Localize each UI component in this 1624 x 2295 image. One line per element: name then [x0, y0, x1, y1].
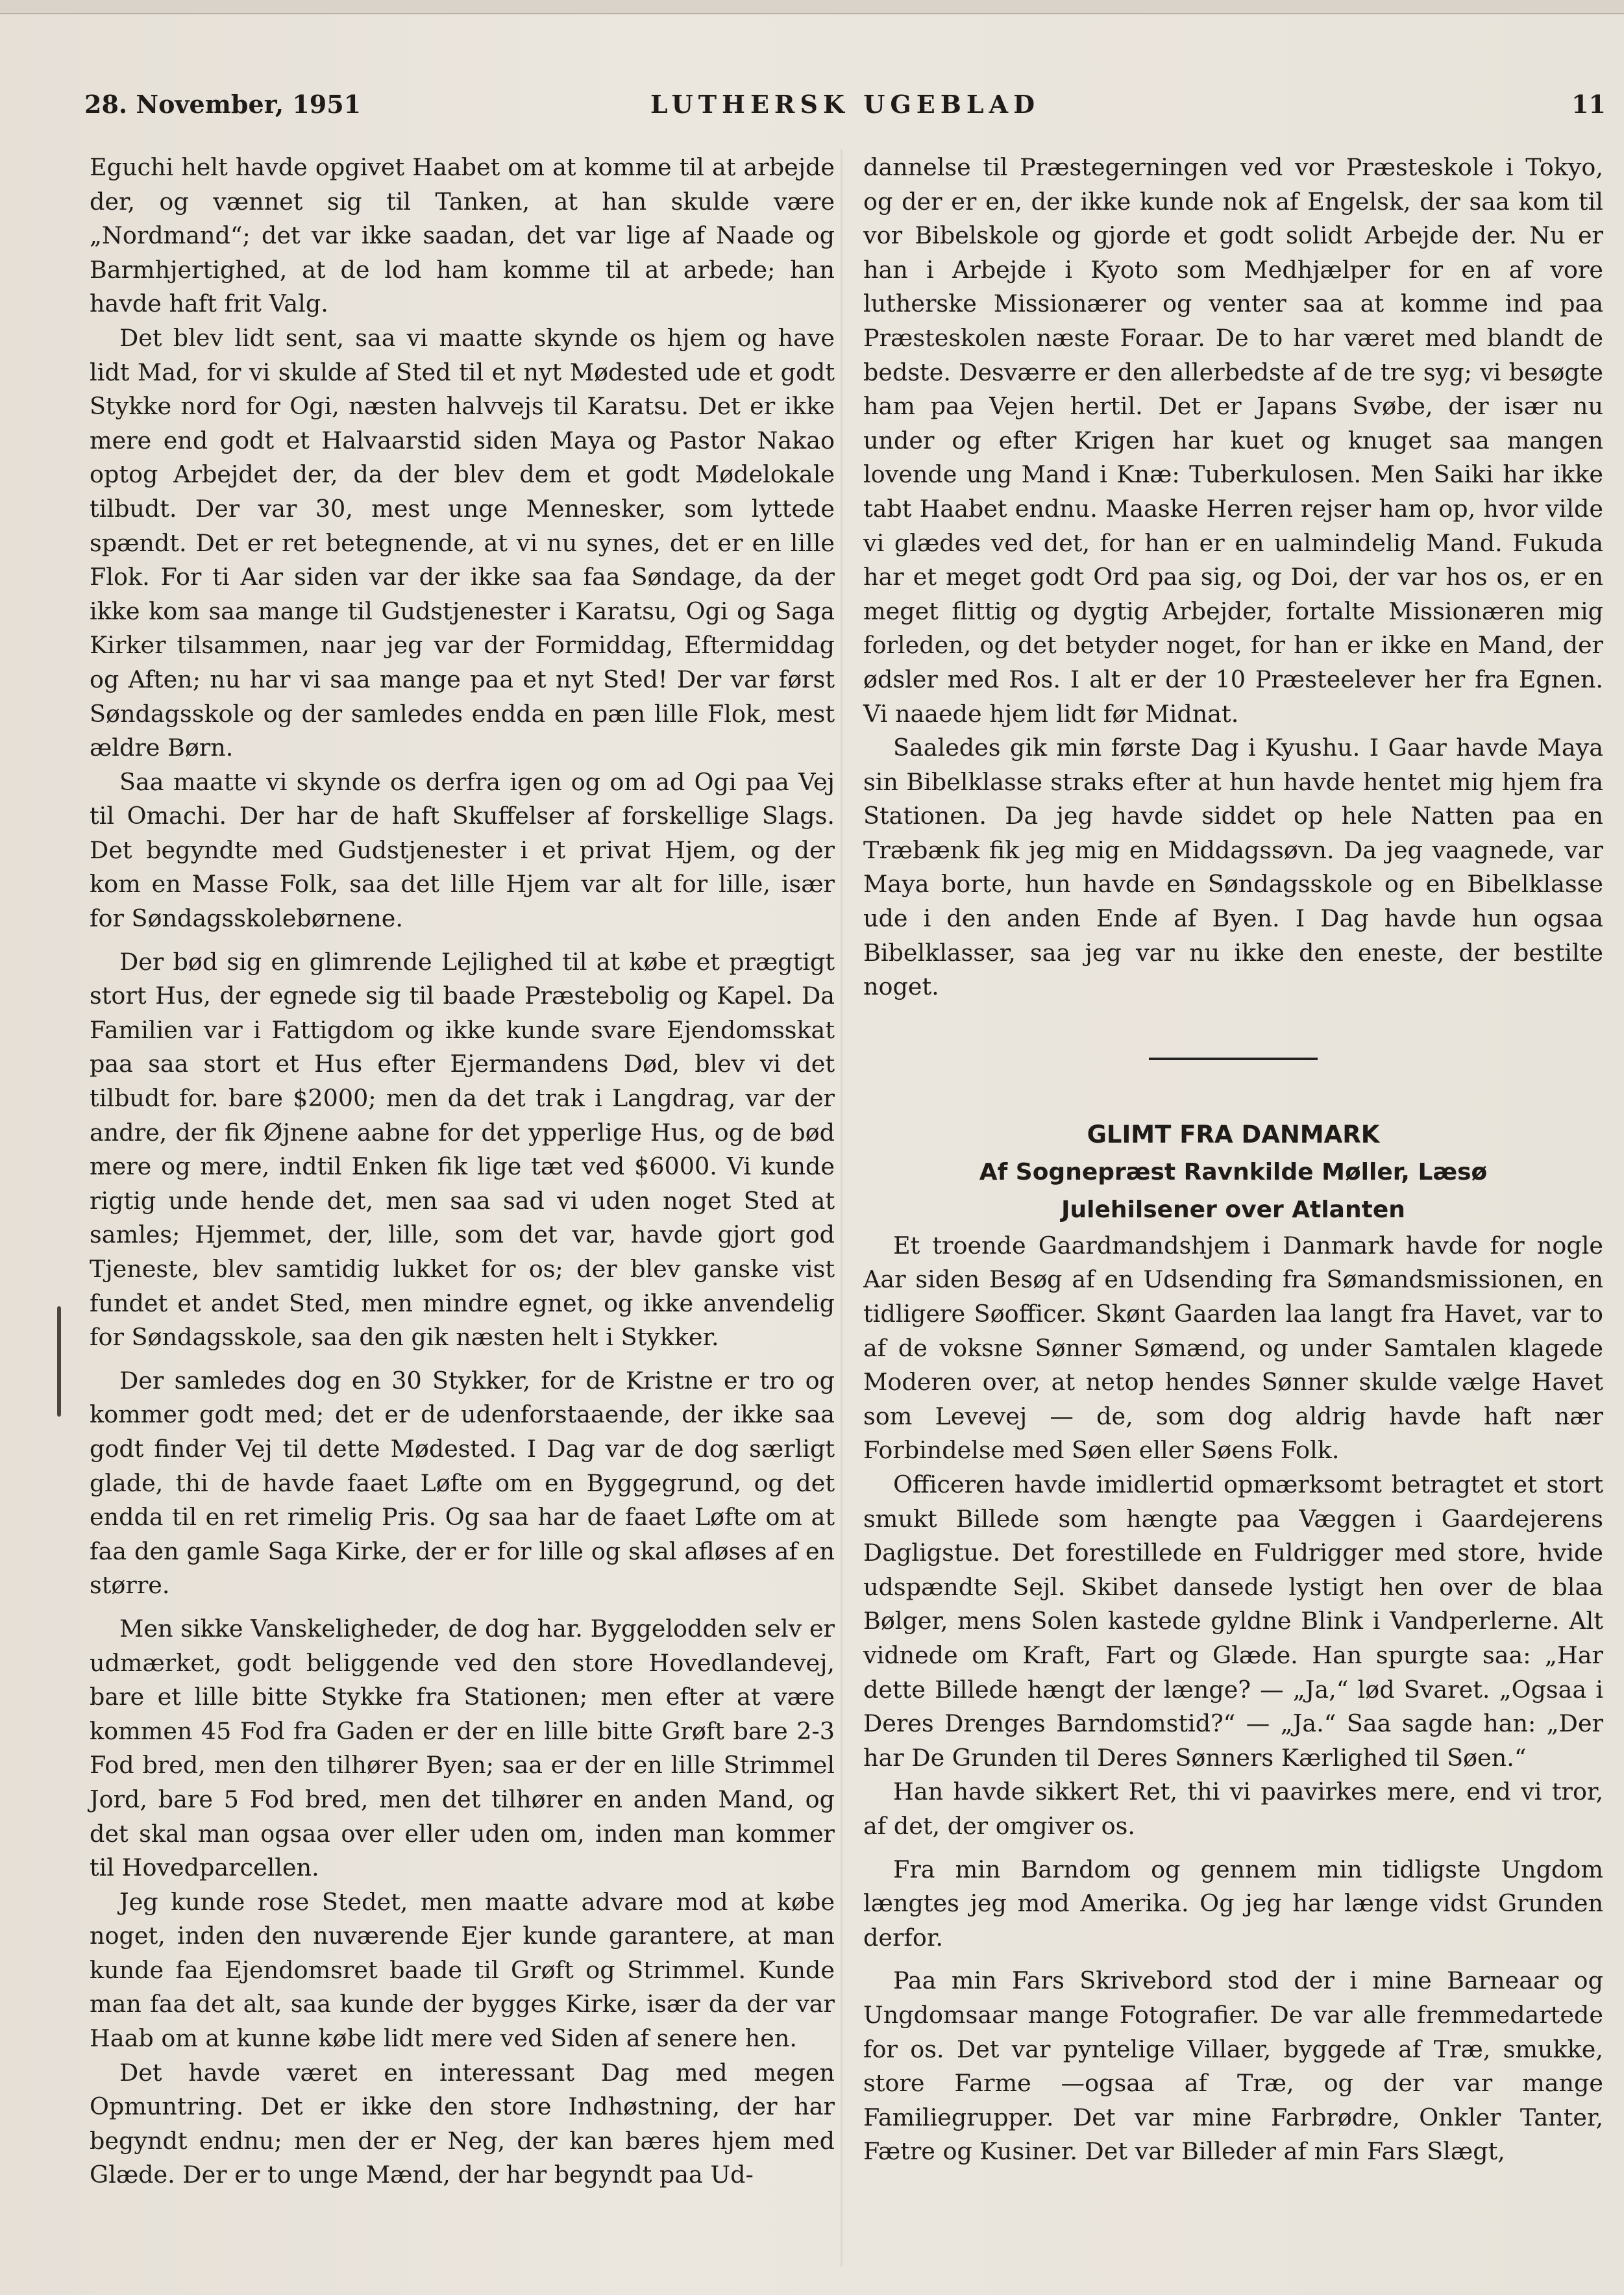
- masthead: LUTHERSK UGEBLAD: [650, 90, 1040, 119]
- paragraph: Eguchi helt havde opgivet Haabet om at komme til at arbejde der, og vænnet sig til Tanken, at han skulde være „Nordmand“; det var ikke saadan, det var lige af Naade og Barmhjertighed, at de lod ham komme til at arbede; han havde haft frit Valg.: [90, 153, 835, 318]
- paragraph: Men sikke Vanskeligheder, de dog har. Byggelodden selv er udmærket, godt beliggende ved den store Hovedlandevej, bare et lille bitte Stykke fra Stationen; men efter at være kommen 45 Fod fra Gaden er der en lille bitte Grøft bare 2-3 Fod bred, men den tilhører Byen; saa er der en lille Strimmel Jord, bare 5 Fod bred, men det tilhører en anden Mand, og det skal man ogsaa over eller uden om, inden man kommer til Hovedparcellen.: [90, 1614, 835, 1882]
- paragraph: Et troende Gaardmandshjem i Danmark havde for nogle Aar siden Besøg af en Udsending fra Sømandsmissionen, en tidligere Søofficer. Skønt Gaarden laa langt fra Havet, var to af de voksne Sønner Sømænd, og under Samtalen klagede Moderen over, at netop hendes Sønner skulde vælge Havet som Levevej — de, som dog aldrig havde haft nær Forbindelse med Søen eller Søens Folk.: [863, 1231, 1603, 1465]
- right-column: [863, 151, 1603, 2169]
- binding-mark: [57, 1306, 61, 1417]
- paragraph: Det havde været en interessant Dag med megen Opmuntring. Det er ikke den store Indhøstning, der har begyndt endnu; men der er Neg, der kan bæres hjem med Glæde. Der er to unge Mænd, der har begyndt paa Ud-: [90, 2058, 835, 2189]
- paragraph: Saaledes gik min første Dag i Kyushu. I Gaar havde Maya sin Bibelklasse straks efter at hun havde hentet mig hjem fra Stationen. Da jeg havde siddet op hele Natten paa en Træbænk fik jeg mig en Middagssøvn. Da jeg vaagnede, var Maya borte, hun havde en Søndagsskole og en Bibelklasse ude i den anden Ende af Byen. I Dag havde hun ogsaa Bibelklasser, saa jeg var nu ikke den eneste, der bestilte noget.: [863, 734, 1603, 1001]
- page-number: 11: [1571, 90, 1606, 119]
- paragraph: Han havde sikkert Ret, thi vi paavirkes mere, end vi tror, af det, der omgiver os.: [863, 1778, 1603, 1840]
- issue-date: 28. November, 1951: [84, 90, 362, 119]
- paragraph: Officeren havde imidlertid opmærksomt betragtet et stort smukt Billede som hængte paa Væggen i Gaardejerens Dagligstue. Det forestillede en Fuldrigger med store, hvide udspændte Sejl. Skibet dansede lystigt hen over de blaa Bølger, mens Solen kastede gyldne Blink i Vandperlerne. Alt vidnede om Kraft, Fart og Glæde. Han spurgte saa: „Har dette Billede hængt der længe? — „Ja,“ lød Svaret. „Ogsaa i Deres Drenges Barndomstid?“ — „Ja.“ Saa sagde han: „Der har De Grunden til Deres Sønners Kærlighed til Søen.“: [863, 1470, 1603, 1772]
- paragraph: Det blev lidt sent, saa vi maatte skynde os hjem og have lidt Mad, for vi skulde af Sted til et nyt Mødested ude et godt Stykke nord for Ogi, næsten halvvejs til Karatsu. Det er ikke mere end godt et Halvaarstid siden Maya og Pastor Nakao optog Arbejdet der, da der blev dem et godt Mødelokale tilbudt. Der var 30, mest unge Mennesker, som lyttede spændt. Det er ret betegnende, at vi nu synes, det er en lille Flok. For ti Aar siden var der ikke saa faa Søndage, da der ikke kom saa mange til Gudstjenester i Karatsu, Ogi og Saga Kirker tilsammen, naar jeg var der Formiddag, Eftermiddag og Aften; nu har vi saa mange paa et nyt Sted! Der var først Søndagsskole og der samledes endda en pæn lille Flok, mest ældre Børn.: [90, 323, 835, 762]
- section-divider: [1149, 1058, 1318, 1060]
- section-byline: Af Sognepræst Ravnkilde Møller, Læsø: [979, 1158, 1488, 1185]
- paragraph: Fra min Barndom og gennem min tidligste Ungdom længtes jeg mod Amerika. Og jeg har længe vidst Grunden derfor.: [863, 1855, 1603, 1952]
- page-top-edge: [0, 0, 1624, 14]
- paragraph: Saa maatte vi skynde os derfra igen og om ad Ogi paa Vej til Omachi. Der har de haft Skuffelser af forskellige Slags. Det begyndte med Gudstjenester i et privat Hjem, og der kom en Masse Folk, saa det lille Hjem var alt for lille, især for Søndagsskolebørnene.: [90, 767, 835, 933]
- paragraph: Jeg kunde rose Stedet, men maatte advare mod at købe noget, inden den nuværende Ejer kunde garantere, at man kunde faa Ejendomsret baade til Grøft og Strimmel. Kunde man faa det alt, saa kunde der bygges Kirke, især da der var Haab om at kunne købe lidt mere ved Siden af senere hen.: [90, 1887, 835, 2053]
- paragraph: Der bød sig en glimrende Lejlighed til at købe et prægtigt stort Hus, der egnede sig til baade Præstebolig og Kapel. Da Familien var i Fattigdom og ikke kunde svare Ejendomsskat paa saa stort et Hus efter Ejermandens Død, blev vi det tilbudt for. bare $2000; men da det trak i Langdrag, var der andre, der fik Øjnene aabne for det ypperlige Hus, og de bød mere og mere, indtil Enken fik lige tæt ved $6000. Vi kunde rigtig unde hende det, men saa sad vi uden noget Sted at samles; Hjemmet, der, lille, som det var, havde gjort god Tjeneste, blev samtidig lukket for os; der blev ganske vist fundet et andet Sted, men mindre egnet, og ikke anvendelig for Søndagsskole, saa den gik næsten helt i Stykker.: [90, 947, 835, 1352]
- paragraph: Paa min Fars Skrivebord stod der i mine Barneaar og Ungdomsaar mange Fotografier. De var alle fremmedartede for os. Det var pyntelige Villaer, byggede af Træ, smukke, store Farme —ogsaa af Træ, og der var mange Familiegrupper. Det var mine Farbrødre, Onkler Tanter, Fætre og Kusiner. Det var Billeder af min Fars Slægt,: [863, 1966, 1603, 2166]
- section-subtitle: Julehilsener over Atlanten: [1061, 1196, 1405, 1223]
- paragraph: dannelse til Præstegerningen ved vor Præsteskole i Tokyo, og der er en, der ikke kunde nok af Engelsk, der saa kom til vor Bibelskole og gjorde et godt solidt Arbejde der. Nu er han i Arbejde i Kyoto som Medhjælper for en af vore lutherske Missionærer og venter saa at komme ind paa Præsteskolen næste Foraar. De to har været med blandt de bedste. Desværre er den allerbedste af de tre syg; vi besøgte ham paa Vejen hertil. Det er Japans Svøbe, der især nu under og efter Krigen har kuet og knuget saa mangen lovende ung Mand i Knæ: Tuberkulosen. Men Saiki har ikke tabt Haabet endnu. Maaske Herren rejser ham op, hvor vilde vi glædes ved det, for han er en ualmindelig Mand. Fukuda har et meget godt Ord paa sig, og Doi, der var hos os, er en meget flittig og dygtig Arbejder, fortalte Missionæren mig forleden, og det betyder noget, for han er ikke en Mand, der ødsler med Ros. I alt er der 10 Præsteelever her fra Egnen. Vi naaede hjem lidt før Midnat.: [863, 153, 1603, 728]
- paragraph: Der samledes dog en 30 Stykker, for de Kristne er tro og kommer godt med; det er de udenforstaaende, der ikke saa godt finder Vej til dette Mødested. I Dag var de dog særligt glade, thi de havde faaet Løfte om en Byggegrund, og det endda til en ret rimelig Pris. Og saa har de faaet Løfte om at faa den gamle Saga Kirke, der er for lille og skal afløses af en større.: [90, 1366, 835, 1600]
- column-gutter: [841, 149, 843, 2266]
- section-title: GLIMT FRA DANMARK: [1087, 1120, 1380, 1148]
- page-header: [84, 90, 1606, 129]
- left-column: [90, 151, 835, 2192]
